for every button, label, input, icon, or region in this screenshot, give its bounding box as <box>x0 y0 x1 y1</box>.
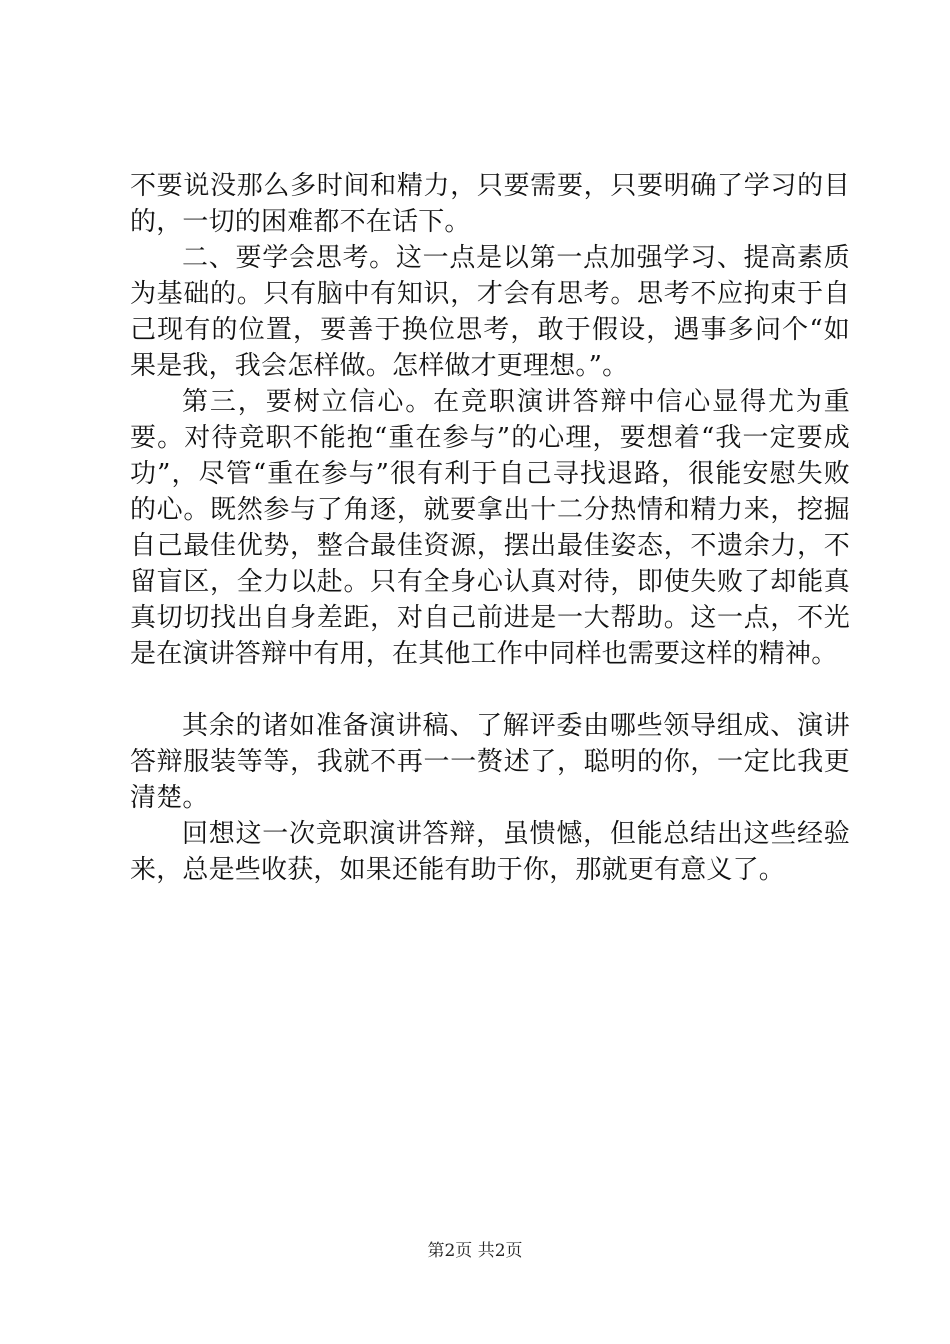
paragraph-continuation: 不要说没那么多时间和精力，只要需要，只要明确了学习的目的，一切的困难都不在话下。 <box>130 171 850 237</box>
document-body <box>130 168 850 888</box>
paragraph-other-matters: 其余的诸如准备演讲稿、了解评委由哪些领导组成、演讲答辩服装等等，我就不再一一赘述了，聪明的你，一定比我更清楚。 <box>130 711 850 813</box>
paragraph-gap <box>130 672 850 708</box>
page-number-footer: 第2页 共2页 <box>427 1241 523 1261</box>
paragraph-conclusion: 回想这一次竞职演讲答辩，虽愦憾，但能总结出这些经验来，总是些收获，如果还能有助于你，那就更有意义了。 <box>130 819 850 885</box>
paragraph-point-three: 第三，要树立信心。在竞职演讲答辩中信心显得尤为重要。对待竞职不能抱“重在参与”的心理，要想着“我一定要成功”，尽管“重在参与”很有利于自己寻找退路，很能安慰失败的心。既然参与了角逐，就要拿出十二分热情和精力来，挖掘自己最佳优势，整合最佳资源，摆出最佳姿态，不遗余力，不留盲区，全力以赴。只有全身心认真对待，即使失败了却能真真切切找出自身差距，对自己前进是一大帮助。这一点，不光是在演讲答辩中有用，在其他工作中同样也需要这样的精神。 <box>130 387 850 669</box>
paragraph-point-two: 二、要学会思考。这一点是以第一点加强学习、提高素质为基础的。只有脑中有知识，才会有思考。思考不应拘束于自己现有的位置，要善于换位思考，敢于假设，遇事多问个“如果是我，我会怎样做。怎样做才更理想。”。 <box>130 243 850 381</box>
